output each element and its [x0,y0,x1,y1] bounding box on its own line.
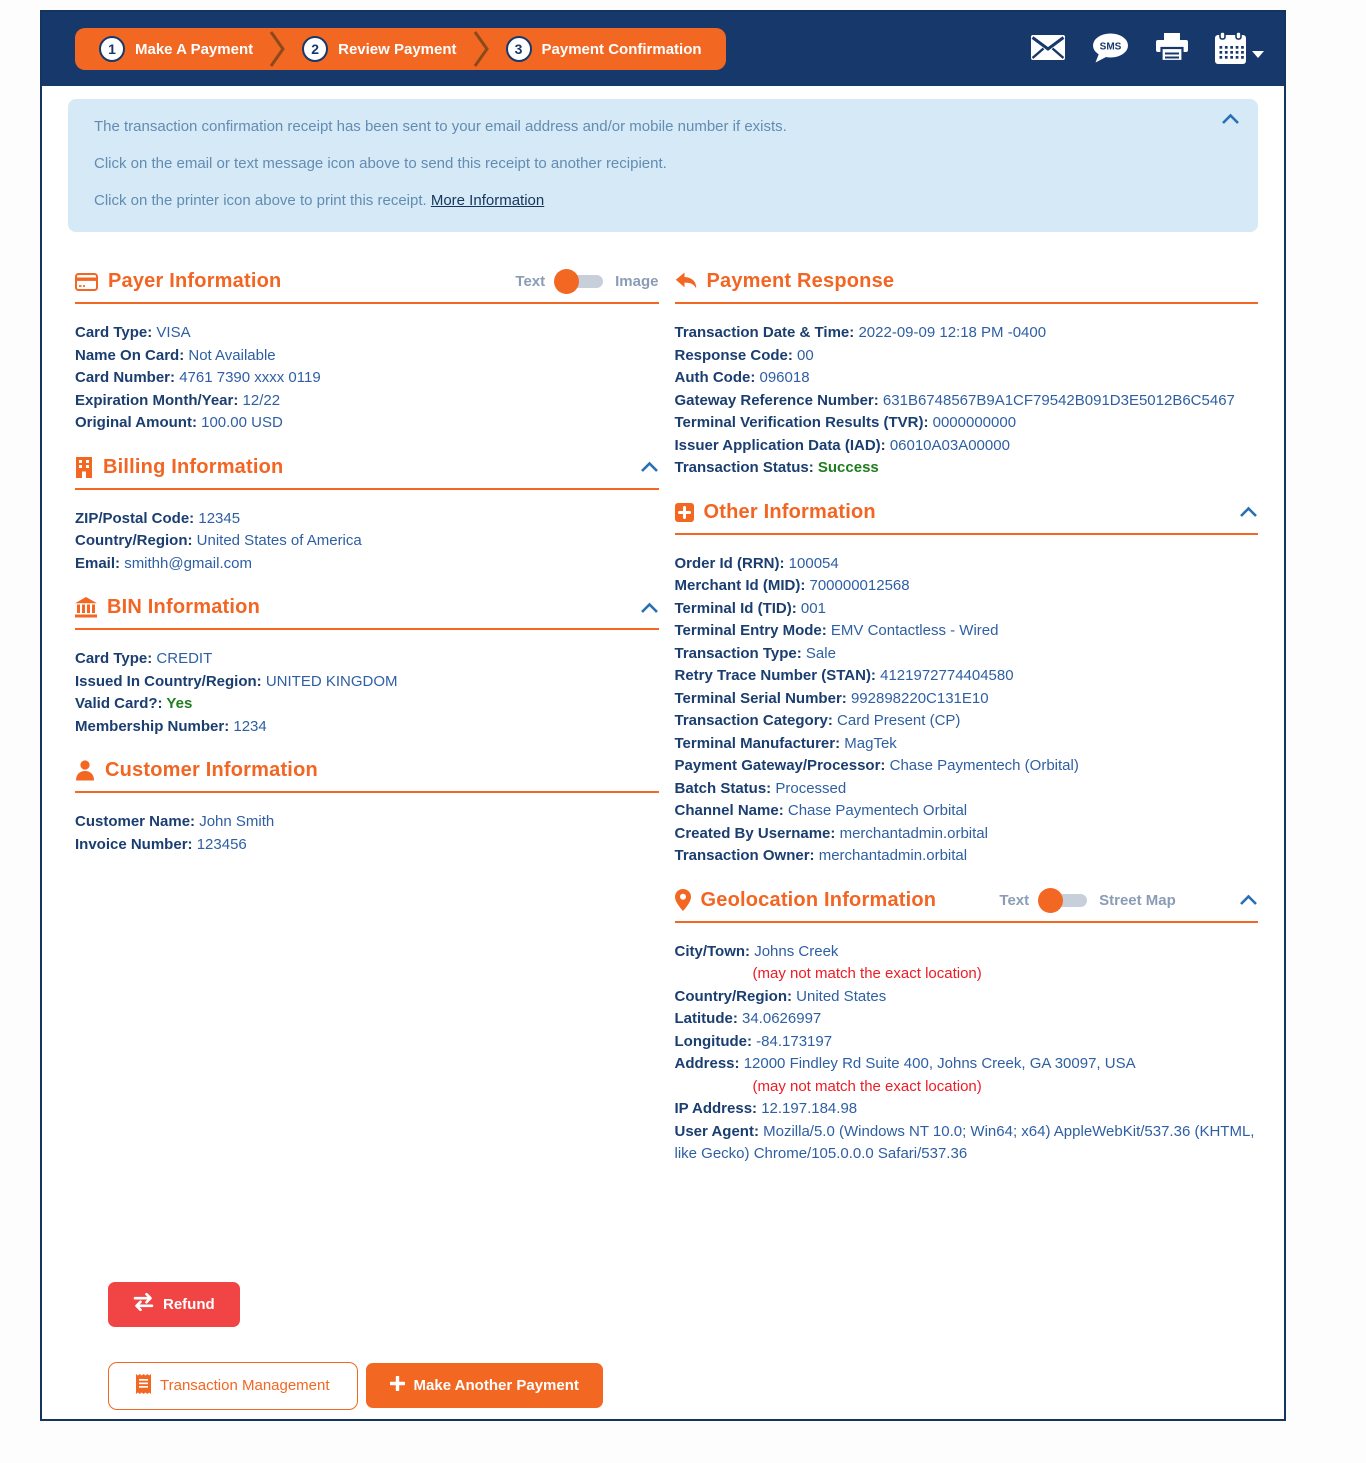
field-row: Batch Status: Processed [674,779,847,797]
field-row: Card Type: CREDIT [75,650,213,667]
field-row: Merchant Id (MID): 700000012568 [674,577,910,594]
collapse-chevron-icon[interactable] [1239,506,1258,518]
section-customer-information [75,759,659,877]
field-row: Latitude: 34.0626997 [674,1010,822,1027]
field-row: Address: 12000 Findley Rd Suite 400, Johns Creek, GA 30097, USA [674,1055,1136,1072]
receipt-content [42,232,1284,1187]
field-row: Order Id (RRN): 100054 [674,554,839,572]
field-note: (may not match the exact location) [752,965,982,982]
step-label: Make A Payment [135,40,254,58]
toggle-right-label: Image [615,273,659,290]
fields-list [675,923,1259,1187]
field-row: Transaction Category: Card Present (CP) [674,712,961,729]
credit-card-icon [75,273,98,291]
right-column [675,270,1259,1187]
banner-line: The transaction confirmation receipt has been sent to your email address and/or mobile number if exists. [94,118,787,135]
section-payer-information [75,270,659,456]
section-geolocation-information [675,889,1259,1187]
email-receipt-button[interactable] [1031,35,1065,63]
fields-list [675,535,1259,889]
section-title: Geolocation Information [700,888,937,911]
field-row: Country/Region: United States of America [75,532,362,549]
payment-steps-breadcrumb [75,28,726,70]
sms-icon [1092,33,1129,66]
toggle-knob [554,269,579,294]
printer-icon [1156,33,1188,66]
field-row: Response Code: 00 [674,346,814,364]
fields-list [75,793,659,877]
map-pin-icon [675,889,691,911]
person-icon [75,760,95,781]
field-row: Membership Number: 1234 [75,717,267,735]
field-row: Name On Card: Not Available [75,346,276,364]
field-row: Card Number: 4761 7390 xxxx 0119 [75,369,321,386]
field-row: Gateway Reference Number: 631B6748567B9A1CF79542B091D3E5012B6C5467 [674,391,1235,409]
receipt-action-icons [1031,32,1264,67]
collapse-chevron-icon[interactable] [640,461,659,473]
field-row: Invoice Number: 123456 [75,835,247,853]
field-row: Country/Region: United States [674,987,887,1005]
left-column [75,270,659,877]
geo-text-map-toggle[interactable] [999,892,1175,909]
field-row: Terminal Id (TID): 001 [674,599,826,617]
section-title: Payer Information [108,270,282,292]
chevron-right-separator-icon [473,30,490,68]
email-icon [1031,35,1065,63]
more-information-link[interactable]: More Information [430,192,545,209]
field-row: ZIP/Postal Code: 12345 [75,509,241,527]
bottom-actions [108,1282,1284,1410]
transaction-management-label: Transaction Management [160,1377,330,1394]
section-payment-response [675,270,1259,501]
field-row: User Agent: Mozilla/5.0 (Windows NT 10.0; Win64; x64) AppleWebKit/537.36 (KHTML, like Gecko) Chrome/105.0.0.0 Safari/537.36 [674,1122,1255,1162]
step-review-payment[interactable] [302,36,456,62]
field-row: IP Address: 12.197.184.98 [674,1100,858,1117]
step-number-badge: 3 [506,36,532,62]
section-title: Customer Information [105,759,318,781]
step-label: Review Payment [338,40,457,58]
toggle-left-label: Text [515,273,546,290]
step-number-badge: 2 [302,36,328,62]
field-row: Email: smithh@gmail.com [75,554,252,572]
step-label: Payment Confirmation [541,40,702,58]
print-receipt-button[interactable] [1156,33,1188,66]
fields-list [675,304,1259,501]
field-row: Channel Name: Chase Paymentech Orbital [674,802,968,819]
toggle-right-label: Street Map [1099,891,1176,909]
field-row: Transaction Type: Sale [674,644,836,662]
field-row: Terminal Verification Results (TVR): 0000000000 [674,414,1017,431]
fields-list [75,304,659,456]
schedule-payment-button[interactable] [1215,32,1264,67]
collapse-chevron-icon[interactable] [1239,894,1258,906]
toggle-knob [1038,888,1063,913]
make-another-payment-label: Make Another Payment [413,1377,579,1394]
field-row: Transaction Owner: merchantadmin.orbital [674,847,968,864]
plus-icon [390,1376,405,1395]
chevron-right-separator-icon [269,30,286,68]
field-row: Retry Trace Number (STAN): 4121972774404580 [674,667,1014,684]
plus-square-icon [675,503,694,522]
payer-text-image-toggle[interactable] [515,273,658,290]
building-icon [75,457,93,478]
section-other-information [675,501,1259,889]
receipt-info-banner [68,99,1258,232]
field-row: Terminal Entry Mode: EMV Contactless - Wired [674,622,999,639]
collapse-chevron-icon[interactable] [640,602,659,614]
fields-list [75,630,659,759]
field-row: Auth Code: 096018 [674,369,810,386]
toggle-track [1041,894,1087,907]
payment-confirmation-panel [40,10,1286,1421]
section-title: BIN Information [107,596,260,618]
field-row: Original Amount: 100.00 USD [75,414,283,431]
field-row: Issued In Country/Region: UNITED KINGDOM [75,672,398,690]
field-row: Terminal Serial Number: 992898220C131E10 [674,689,989,707]
banner-collapse-chevron-icon[interactable] [1221,112,1240,129]
field-row: Customer Name: John Smith [75,813,275,830]
step-payment-confirmation[interactable] [506,36,702,62]
svg-text:SMS: SMS [1099,41,1122,52]
step-make-a-payment[interactable] [99,36,253,62]
field-row: Terminal Manufacturer: MagTek [674,734,897,752]
banner-line: Click on the printer icon above to print this receipt. More Information [94,192,545,209]
calendar-icon [1215,32,1246,67]
transaction-management-button[interactable] [108,1362,358,1410]
banner-line: Click on the email or text message icon above to send this receipt to another recipient. [94,155,667,172]
section-title: Billing Information [103,455,284,478]
field-row: Card Type: VISA [75,324,191,341]
field-row: Created By Username: merchantadmin.orbital [674,824,988,842]
field-row: Expiration Month/Year: 12/22 [75,391,281,409]
refund-label: Refund [163,1295,215,1313]
section-title: Other Information [703,500,876,523]
reply-arrow-icon [675,272,697,291]
header-bar [42,12,1284,86]
section-bin-information [75,596,659,759]
field-row: Issuer Application Data (IAD): 06010A03A00000 [674,436,1010,454]
bank-icon [75,597,97,618]
field-row: Longitude: -84.173197 [674,1032,833,1050]
toggle-left-label: Text [999,891,1030,909]
field-row: Valid Card?: Yes [75,695,193,712]
step-number-badge: 1 [99,36,125,62]
field-row: Transaction Status: Success [674,459,879,476]
refund-button[interactable] [108,1282,240,1327]
calendar-caret-icon [1252,51,1264,58]
field-row: Payment Gateway/Processor: Chase Paymentech (Orbital) [674,757,1079,774]
sms-receipt-button[interactable] [1092,33,1129,66]
section-title: Payment Response [706,270,895,292]
field-row: City/Town: Johns Creek [674,942,839,960]
toggle-track [557,275,603,288]
section-billing-information [75,456,659,597]
field-note: (may not match the exact location) [752,1077,982,1095]
make-another-payment-button[interactable] [366,1363,603,1408]
receipt-icon [136,1374,151,1398]
fields-list [75,490,659,597]
swap-arrows-icon [133,1293,154,1315]
field-row: Transaction Date & Time: 2022-09-09 12:18 PM -0400 [674,324,1047,341]
